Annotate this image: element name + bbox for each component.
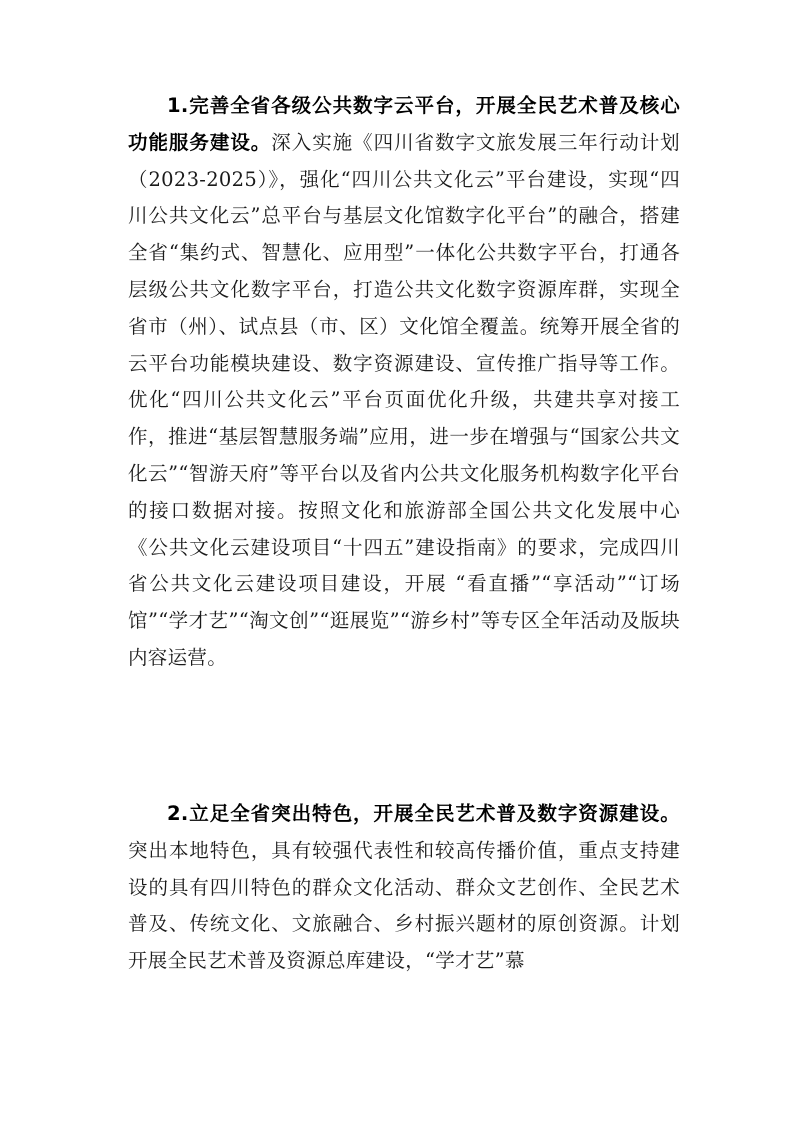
paragraph-1-body: 深入实施《四川省数字文旅发展三年行动计划（2023-2025）》，强化“四川公共文化云”平台建设，实现“四川公共文化云”总平台与基层文化馆数字化平台”的融合，搭建全省“集约式、智慧化、应用型”一体化公共数字平台，打通各层级公共文化数字平台，打造公共文化数字资源库群，实现全省市（州）、试点县（市、区）文化馆全覆盖。统筹开展全省的云平台功能模块建设、数字资源建设、宣传推广指导等工作。优化“四川公共文化云”平台页面优化升级，共建共享对接工作，推进“基层智慧服务端”应用，进一步在增强与“国家公共文化云”“智游天府”等平台以及省内公共文化服务机构数字化平台的接口数据对接。按照文化和旅游部全国公共文化发展中心《公共文化云建设项目“十四五”建设指南》的要求，完成四川省公共文化云建设项目建设，开展 “看直播”“享活动”“订场馆”“学才艺”“淘文创”“逛展览”“游乡村”等专区全年活动及版块内容运营。	[128, 130, 680, 669]
paragraph-2	[128, 796, 680, 980]
paragraph-2-body: 突出本地特色，具有较强代表性和较高传播价值，重点支持建设的具有四川特色的群众文化活动、群众文艺创作、全民艺术普及、传统文化、文旅融合、乡村振兴题材的原创资源。计划开展全民艺术普及资源总库建设，“学才艺”慕	[128, 838, 680, 973]
paragraph-2-heading: 2.立足全省突出特色，开展全民艺术普及数字资源建设。	[167, 802, 680, 825]
paragraph-1-heading: 1.完善全省各级公共数字云平台，开展全民艺术普及核心功能服务建设。	[128, 94, 680, 154]
paragraph-1	[128, 88, 680, 677]
